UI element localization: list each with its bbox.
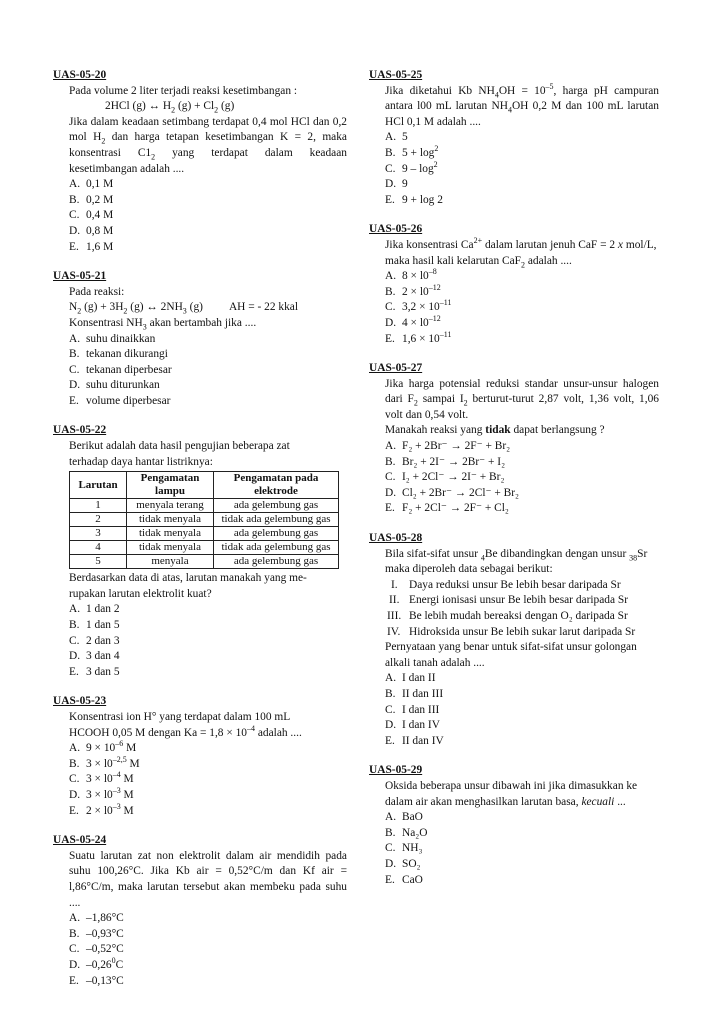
statement-item: II. Energi ionisasi unsur Be lebih besar daripada Sr — [389, 594, 629, 607]
option-a[interactable]: A. $8 \times l0^{-8}$ — [385, 267, 437, 283]
question-text: Pada volume 2 liter terjadi reaksi kesetimbangan : — [69, 84, 298, 97]
equation: $N_2$ $(g) + 3H_2$ (g) ↔ $2NH_3$ (g) AH = - 22 kkal — [69, 301, 299, 316]
option-c[interactable]: C. NH₃ — [385, 842, 423, 855]
option-e[interactable]: E. 3 dan 5 — [69, 665, 120, 678]
answer-options — [69, 741, 347, 819]
question-text: terhadap daya hantar listriknya: — [69, 455, 213, 468]
answer-options — [69, 177, 347, 255]
option-a[interactable]: A. 0,1 M — [69, 178, 114, 191]
answer-options — [69, 602, 347, 680]
answer-options — [385, 130, 659, 208]
question-id: UAS-05-27 — [369, 362, 423, 375]
question-text: Jika diketahui Kb $NH_4OH = 10^{-5}$, harga pH campuran antara l00 mL larutan $NH_4OH$ 0,2 M dan 100 mL larutan HCl 0,1 M adalah .... — [385, 81, 660, 128]
question-uas-05-22 — [53, 423, 347, 680]
option-b[interactable]: B. II dan III — [385, 687, 444, 700]
question-text: Bila sifat-sifat unsur $_4$Be dibandingkan dengan unsur $_{38}$Sr maka diperoleh data sebagai berikut: — [385, 547, 648, 576]
option-b[interactable]: B. $5 + \log^2$ — [385, 144, 439, 159]
question-text: Oksida beberapa unsur dibawah ini jika dimasukkan ke dalam air akan menghasilkan larutan basa, kecuali ... — [385, 779, 638, 808]
question-text: Berdasarkan data di atas, larutan manakah yang me- — [69, 572, 307, 585]
left-column — [53, 68, 347, 1003]
option-a[interactable]: A. BaO — [385, 811, 423, 824]
option-a[interactable]: A. 5 — [385, 131, 408, 144]
equation: 2HCl (g) ↔ $H_2$ $(g) + Cl_2$ (g) — [105, 100, 235, 115]
question-id: UAS-05-24 — [53, 834, 107, 847]
question-text: Jika dalam keadaan setimbang terdapat 0,4 mol HCl dan 0,2 mol $H_2$ dan harga tetapan kesetimbangan K = 2, maka konsentrasi $C1_2$ yang terdapat dalam keadaan kesetimbangan adalah .... — [69, 115, 347, 175]
table-row: 1 menyala terang ada gelembung gas — [70, 499, 339, 513]
option-d[interactable]: D. $3 \times l0^{-3}$ M — [69, 786, 134, 801]
option-b[interactable]: B. 0,2 M — [69, 193, 114, 206]
answer-options — [69, 911, 347, 989]
table-row: 4 tidak menyala tidak ada gelembung gas — [70, 541, 339, 555]
option-b[interactable]: B. $2 \times l0^{-12}$ — [385, 282, 441, 298]
question-uas-05-29 — [369, 763, 659, 888]
option-b[interactable]: B. $3 \times l0^{-2,5}$ M — [69, 754, 140, 770]
question-text: Pernyataan yang benar untuk sifat-sifat unsur golongan alkali tanah adalah .... — [385, 641, 637, 669]
question-uas-05-20 — [53, 68, 347, 255]
option-c[interactable]: C. $9 - \log^2$ — [385, 159, 438, 175]
answer-options — [69, 332, 347, 410]
option-b[interactable]: B. 1 dan 5 — [69, 619, 120, 632]
option-a[interactable]: A. 1 dan 2 — [69, 603, 120, 616]
option-e[interactable]: E. –0,13°C — [69, 974, 124, 987]
table-row: 2 tidak menyala tidak ada gelembung gas — [70, 513, 339, 527]
question-id: UAS-05-21 — [53, 270, 107, 283]
statement-item: I. Daya reduksi unsur Be lebih besar daripada Sr — [391, 578, 621, 591]
question-id: UAS-05-20 — [53, 69, 107, 81]
option-c[interactable]: C. I dan III — [385, 703, 440, 716]
option-d[interactable]: D. –0,26$^0$C — [69, 956, 124, 971]
table-header-row — [70, 472, 339, 499]
option-e[interactable]: E. CaO — [385, 873, 423, 886]
option-d[interactable]: D. 3 dan 4 — [69, 650, 120, 663]
option-a[interactable]: A. F₂ + 2Br⁻ → 2F⁻ + Br₂ — [385, 440, 511, 453]
option-b[interactable]: B. Br₂ + 2I⁻ → 2Br⁻ + I₂ — [385, 455, 506, 468]
option-c[interactable]: C. $3,2 \times 10^{-11}$ — [385, 298, 452, 314]
option-c[interactable]: C. $3 \times l0^{-4}$ M — [69, 770, 134, 786]
table-row: 5 menyala ada gelembung gas — [70, 555, 339, 569]
option-c[interactable]: C. tekanan diperbesar — [69, 363, 172, 376]
option-e[interactable]: E. volume diperbesar — [69, 394, 171, 407]
statement-list — [385, 578, 659, 640]
question-text: Konsentrasi $NH_3$ akan bertambah jika .... — [69, 316, 257, 332]
table-header: Pengamatan lampu — [127, 472, 214, 499]
question-uas-05-23 — [53, 694, 347, 819]
table-header: Larutan — [70, 472, 127, 499]
question-uas-05-21 — [53, 269, 347, 409]
table-row: 3 tidak menyala ada gelembung gas — [70, 527, 339, 541]
question-text: Berikut adalah data hasil pengujian beberapa zat — [69, 440, 290, 453]
right-column — [369, 68, 659, 902]
data-table — [69, 471, 339, 569]
question-text: Pada reaksi: — [69, 285, 125, 298]
option-c[interactable]: C. 2 dan 3 — [69, 634, 120, 647]
option-e[interactable]: E. F₂ + 2Cl⁻ → 2F⁻ + Cl₂ — [385, 502, 509, 515]
question-id: UAS-05-23 — [53, 695, 107, 708]
table-header: Pengamatan pada elektrode — [214, 472, 339, 499]
option-e[interactable]: E. II dan IV — [385, 734, 444, 747]
question-uas-05-24 — [53, 833, 347, 989]
option-a[interactable]: A. –1,86°C — [69, 912, 124, 925]
option-a[interactable]: A. I dan II — [385, 672, 436, 685]
question-id: UAS-05-29 — [369, 764, 423, 777]
option-d[interactable]: D. suhu diturunkan — [69, 379, 160, 392]
question-text: HCOOH 0,05 M dengan $Ka = 1,8 \times 10^{-4}$ adalah .... — [69, 723, 302, 739]
question-text: Jika konsentrasi $Ca^{2+}$ dalam larutan jenuh CaF = 2 x mol/L, maka hasil kali kelarutan CaF$_2$ adalah .... — [385, 236, 657, 269]
question-uas-05-28 — [369, 531, 659, 749]
option-d[interactable]: D. 9 — [385, 178, 408, 191]
question-id: UAS-05-22 — [53, 424, 107, 437]
option-e[interactable]: E. $1,6 \times 10^{-11}$ — [385, 329, 452, 345]
question-text: Jika harga potensial reduksi standar unsur-unsur halogen dari $F_2$ sampai $I_2$ berturut-turut 2,87 volt, 1,36 volt, 1,06 volt dan 0,54 volt. — [385, 377, 659, 421]
question-uas-05-26 — [369, 222, 659, 347]
option-d[interactable]: D. Cl₂ + 2Br⁻ → 2Cl⁻ + Br₂ — [385, 486, 519, 499]
option-c[interactable]: C. I₂ + 2Cl⁻ → 2I⁻ + Br₂ — [385, 471, 505, 484]
option-a[interactable]: A. suhu dinaikkan — [69, 332, 156, 345]
statement-item: IV. Hidroksida unsur Be lebih sukar larut daripada Sr — [387, 625, 636, 638]
option-d[interactable]: D. SO₂ — [385, 857, 421, 870]
question-text: rupakan larutan elektrolit kuat? — [69, 587, 212, 600]
statement-item: III. Be lebih mudah bereaksi dengan O₂ daripada Sr — [387, 610, 628, 622]
question-text: Suatu larutan zat non elektrolit dalam air mendidih pada suhu 100,26°C. Jika Kb air = 0,52°C/m dan Kf air = l,86°C/m, maka larutan tersebut akan membeku pada suhu .... — [69, 849, 347, 909]
question-id: UAS-05-28 — [369, 532, 423, 545]
question-uas-05-27 — [369, 361, 659, 517]
question-id: UAS-05-26 — [369, 223, 423, 236]
option-c[interactable]: C. 0,4 M — [69, 209, 114, 222]
question-uas-05-25 — [369, 68, 659, 208]
question-text: Konsentrasi ion H° yang terdapat dalam 100 mL — [69, 711, 291, 723]
option-b[interactable]: B. tekanan dikurangi — [69, 348, 168, 361]
answer-options — [385, 810, 659, 888]
option-b[interactable]: B. –0,93°C — [69, 927, 124, 940]
answer-options — [385, 671, 659, 749]
option-c[interactable]: C. –0,52°C — [69, 943, 124, 956]
option-e[interactable]: E. 1,6 M — [69, 240, 114, 253]
answer-options — [385, 439, 659, 517]
option-e[interactable]: E. 9 + log 2 — [385, 193, 443, 206]
option-d[interactable]: D. $4 \times l0^{-12}$ — [385, 314, 441, 329]
question-id: UAS-05-25 — [369, 69, 423, 81]
option-e[interactable]: E. $2 \times l0^{-3}$ M — [69, 801, 134, 817]
answer-options — [385, 269, 659, 347]
option-b[interactable]: B. Na₂O — [385, 826, 428, 839]
option-d[interactable]: D. I dan IV — [385, 719, 440, 732]
option-a[interactable]: A. $9 \times 10^{-6}$ M — [69, 739, 137, 755]
option-d[interactable]: D. 0,8 M — [69, 224, 114, 237]
question-text: Manakah reaksi yang tidak dapat berlangsung ? — [385, 424, 605, 437]
